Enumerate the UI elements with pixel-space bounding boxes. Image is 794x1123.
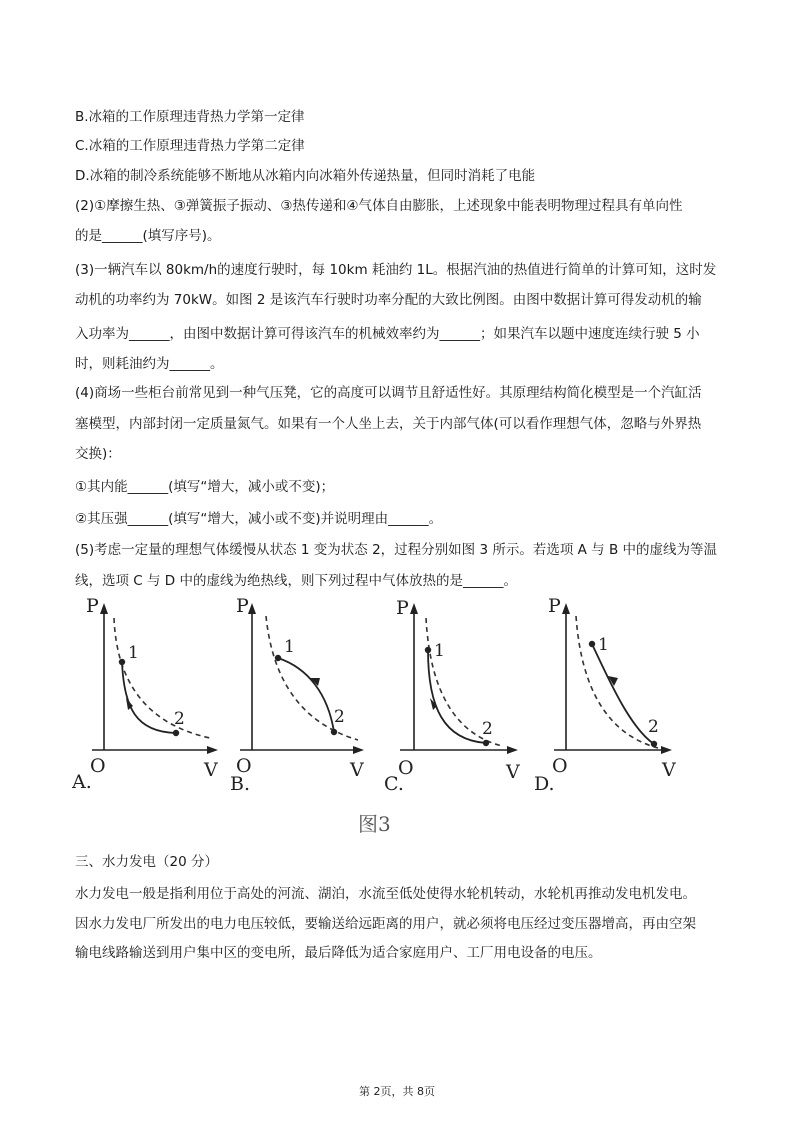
question-4-line-3: 交换)：: [75, 446, 121, 462]
p-axis-arrow: [248, 603, 256, 614]
process-curve: [278, 658, 334, 732]
p-axis-arrow: [410, 603, 418, 614]
p-axis-label: P: [548, 598, 561, 617]
state-2-point: [331, 729, 337, 735]
figure-caption: 图3: [358, 812, 391, 836]
p-axis-label: P: [396, 598, 409, 619]
question-3-line-1: (3)一辆汽车以 80km/h的速度行驶时，每 10km 耗油约 1L。根据汽油的热值进行简单的计算可知，这时发: [75, 262, 717, 278]
option-label: C.: [384, 773, 404, 795]
reference-curve-dashed: [114, 618, 210, 738]
pv-diagram-figure: [72, 598, 692, 843]
state-1-point: [275, 655, 281, 661]
state-1-point: [425, 647, 431, 653]
p-axis-arrow: [562, 603, 570, 614]
pv-diagram-b-svg: [230, 598, 390, 803]
v-axis-label: V: [506, 761, 520, 783]
v-axis-label: V: [350, 759, 364, 781]
origin-label: O: [552, 755, 568, 777]
origin-label: O: [236, 755, 252, 777]
process-curve: [122, 662, 176, 733]
question-2-line-1: (2)①摩擦生热、③弹簧振子振动、③热传递和④气体自由膨胀，上述现象中能表明物理过程具有单向性: [75, 198, 683, 214]
state-2-label: 2: [482, 719, 493, 739]
section-3-paragraph-line-1: 水力发电一般是指利用位于高处的河流、湖泊，水流至低处使得水轮机转动，水轮机再推动发电机发电。: [75, 886, 696, 902]
state-1-point: [589, 641, 595, 647]
process-curve: [592, 644, 654, 744]
state-2-label: 2: [174, 709, 185, 729]
v-axis-label: V: [204, 759, 218, 781]
option-label: B.: [230, 773, 251, 795]
p-axis-arrow: [100, 603, 108, 614]
p-axis-label: P: [236, 598, 249, 617]
state-1-point: [119, 659, 125, 665]
pv-diagram-d: [534, 598, 694, 803]
state-2-label: 2: [648, 717, 659, 737]
state-2-label: 2: [334, 707, 345, 727]
p-axis-label: P: [86, 598, 99, 617]
v-axis-arrow: [661, 746, 672, 754]
option-label: A.: [72, 771, 92, 793]
state-2-point: [483, 740, 489, 746]
process-curve: [428, 650, 486, 743]
pv-diagram-c-svg: [384, 598, 544, 803]
question-2-line-2: 的是______(填写序号)。: [75, 228, 221, 244]
reference-curve-dashed: [576, 616, 658, 748]
pv-diagram-b: [230, 598, 390, 803]
v-axis-arrow: [507, 746, 518, 754]
pv-diagram-a: [72, 598, 232, 803]
state-1-label: 1: [598, 635, 609, 655]
v-axis-arrow: [207, 746, 218, 754]
option-b: B.冰箱的工作原理违背热力学第一定律: [75, 109, 305, 125]
section-3-heading: 三、水力发电（20 分）: [75, 854, 218, 870]
option-c: C.冰箱的工作原理违背热力学第二定律: [75, 138, 305, 154]
question-5-line-2: 线，选项 C 与 D 中的虚线为绝热线，则下列过程中气体放热的是______。: [75, 573, 517, 589]
v-axis-arrow: [353, 746, 364, 754]
state-2-point: [173, 730, 179, 736]
page-footer: 第 2页，共 8页: [359, 1085, 435, 1098]
question-5-line-1: (5)考虑一定量的理想气体缓慢从状态 1 变为状态 2，过程分别如图 3 所示。若选项 A 与 B 中的虚线为等温: [75, 542, 718, 558]
origin-label: O: [90, 755, 106, 777]
question-3-line-2: 动机的功率约为 70kW。如图 2 是该汽车行驶时功率分配的大致比例图。由图中数据计算可得发动机的输: [75, 292, 702, 308]
question-4-sub-1: ①其内能______(填写“增大，减小或不变)；: [75, 479, 335, 495]
question-4-line-2: 塞模型，内部封闭一定质量氮气。如果有一个人坐上去，关于内部气体(可以看作理想气体，忽略与外界热: [75, 416, 702, 432]
question-3-line-3: 入功率为______，由图中数据计算可得该汽车的机械效率约为______；如果汽车以题中速度连续行驶 5 小: [75, 326, 700, 342]
section-3-paragraph-line-2: 因水力发电厂所发出的电力电压较低，要输送给远距离的用户，就必须将电压经过变压器增高，再由空架: [75, 916, 696, 932]
pv-diagram-c: [384, 598, 544, 803]
option-label: D.: [534, 773, 555, 795]
pv-diagram-a-svg: [72, 598, 232, 803]
question-4-sub-2: ②其压强______(填写“增大，减小或不变)并说明理由______。: [75, 511, 443, 527]
question-3-line-4: 时，则耗油约为______。: [75, 356, 224, 372]
state-1-label: 1: [434, 641, 445, 661]
state-1-label: 1: [284, 637, 295, 657]
state-2-point: [651, 741, 657, 747]
pv-diagram-d-svg: [534, 598, 694, 803]
section-3-paragraph-line-3: 输电线路输送到用户集中区的变电所，最后降低为适合家庭用户、工厂用电设备的电压。: [75, 945, 602, 961]
v-axis-label: V: [662, 759, 676, 781]
origin-label: O: [398, 757, 414, 779]
question-4-line-1: (4)商场一些柜台前常见到一种气压凳，它的高度可以调节且舒适性好。其原理结构简化模型是一个汽缸活: [75, 385, 702, 401]
option-d: D.冰箱的制冷系统能够不断地从冰箱内向冰箱外传递热量，但同时消耗了电能: [75, 168, 536, 184]
state-1-label: 1: [128, 643, 139, 663]
